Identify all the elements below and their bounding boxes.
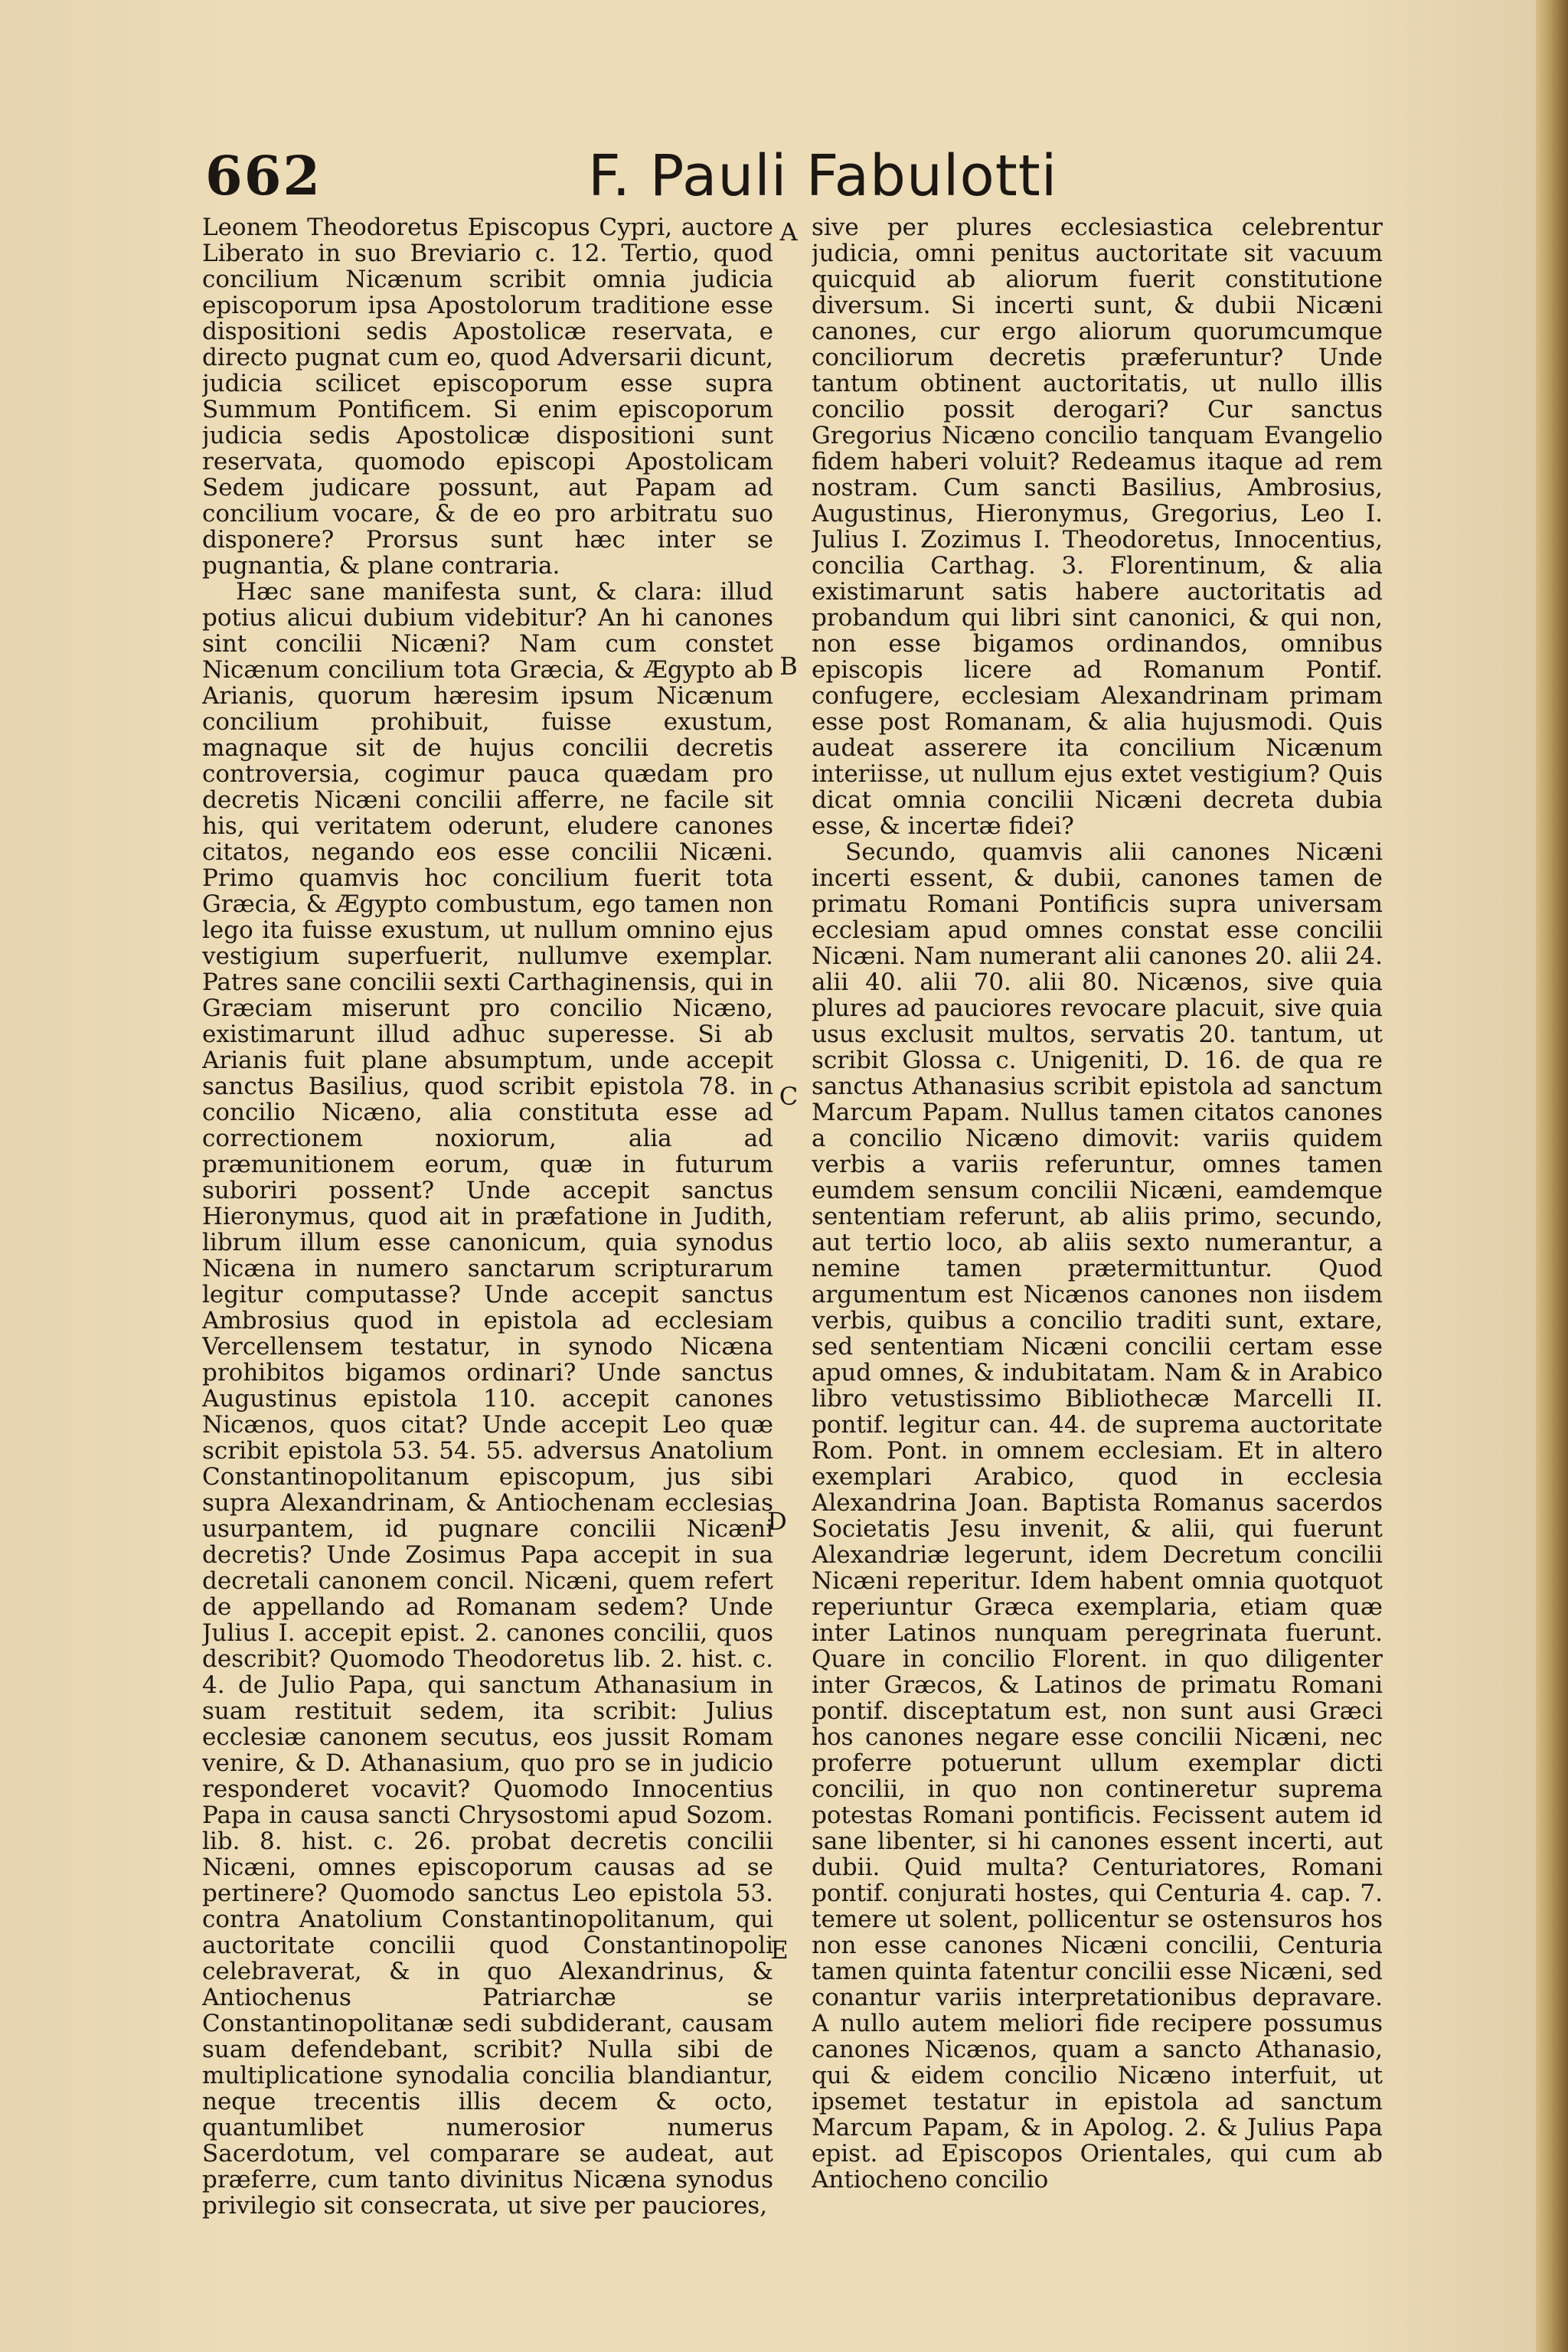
margin-marker-c: C [779,1082,799,1111]
right-column [812,214,1383,2312]
margin-marker-d: D [767,1507,787,1536]
left-paragraph-1: Leonem Theodoretus Episcopus Cypri, auctore Liberato in suo Breviario c. 12. Tertio, quod concilium Nicænum scribit omnia judicia episcoporum ipsa Apostolorum traditione esse dispositioni sedis Apostolicæ reservata, e directo pugnat cum eo, quod Adversarii dicunt, judicia scilicet episcoporum esse supra Summum Pontificem. Si enim episcoporum judicia sedis Apostolicæ dispositioni sunt reservata, quomodo episcopi Apostolicam Sedem judicare possunt, aut Papam ad concilium vocare, & de eo pro arbitratu suo disponere? Prorsus sunt hæc inter se pugnantia, & plane contraria. [202,214,773,580]
page-header [205,138,1093,214]
page-edge-shadow [1536,0,1568,2352]
margin-marker-e: E [770,1936,789,1965]
page-number: 662 [205,144,322,207]
right-paragraph-2: Secundo, quamvis alii canones Nicæni incerti essent, & dubii, canones tamen de primatu Romani Pontificis supra universam ecclesiam apud omnes constat esse concilii Nicæni. Nam numerant alii canones 20. alii 24. alii 40. alii 70. alii 80. Nicænos, sive quia plures ad pauciores revocare placuit, sive quia usus exclusit multos, servatis 20. tantum, ut scribit Glossa c. Unigeniti, D. 16. de qua re sanctus Athanasius scribit epistola ad sanctum Marcum Papam. Nullus tamen citatos canones a concilio Nicæno dimovit: variis quidem verbis a variis referuntur, omnes tamen eumdem sensum concilii Nicæni, eamdemque sententiam referunt, ab aliis primo, secundo, aut tertio loco, ab aliis sexto numerantur, a nemine tamen prætermittuntur. Quod argumentum est Nicænos canones non iisdem verbis, quibus a concilio traditi sunt, extare, sed sententiam Nicæni concilii certam esse apud omnes, & indubitatam. Nam & in Arabico libro vetustissimo Bibliothecæ Marcelli II. pontif. legitur can. 44. de suprema auctoritate Rom. Pont. in omnem ecclesiam. Et in altero exemplari Arabico, quod in ecclesia Alexandrina Joan. Baptista Romanus sacerdos Societatis Jesu invenit, & alii, qui fuerunt Alexandriæ legerunt, idem Decretum concilii Nicæni reperitur. Idem habent omnia quotquot reperiuntur Græca exemplaria, etiam quæ inter Latinos nunquam peregrinata fuerunt. Quare in concilio Florent. in quo diligenter inter Græcos, & Latinos de primatu Romani pontif. disceptatum est, non sunt ausi Græci hos canones negare esse concilii Nicæni, nec proferre potuerunt ullum exemplar dicti concilii, in quo non contineretur suprema potestas Romani pontificis. Fecissent autem id sane libenter, si hi canones essent incerti, aut dubii. Quid multa? Centuriatores, Romani pontif. conjurati hostes, qui Centuria 4. cap. 7. temere ut solent, pollicentur se ostensuros hos non esse canones Nicæni concilii, Centuria tamen quinta fatentur concilii esse Nicæni, sed conantur variis interpretationibus depravare. A nullo autem meliori fide recipere possumus canones Nicænos, quam a sancto Athanasio, qui & eidem concilio Nicæno interfuit, ut ipsemet testatur in epistola ad sanctum Marcum Papam, & in Apolog. 2. & Julius Papa epist. ad Episcopos Orientales, qui cum ab Antiocheno concilio [812,838,1383,2194]
left-column [202,214,773,2312]
margin-marker-b: B [779,652,798,681]
running-title: F. Pauli Fabulotti [588,143,1058,209]
margin-marker-a: A [779,217,798,247]
left-paragraph-2: Hæc sane manifesta sunt, & clara: illud potius alicui dubium videbitur? An hi canones sint concilii Nicæni? Nam cum constet Nicænum concilium tota Græcia, & Ægypto ab Arianis, quorum hæresim ipsum Nicænum concilium prohibuit, fuisse exustum, magnaque sit de hujus concilii decretis controversia, cogimur pauca quædam pro decretis Nicæni concilii afferre, ne facile sit his, qui veritatem oderunt, eludere canones citatos, negando eos esse concilii Nicæni. Primo quamvis hoc concilium fuerit tota Græcia, & Ægypto combustum, ego tamen non lego ita fuisse exustum, ut nullum omnino ejus vestigium superfuerit, nullumve exemplar. Patres sane concilii sexti Carthaginensis, qui in Græciam miserunt pro concilio Nicæno, existimarunt illud adhuc superesse. Si ab Arianis fuit plane absumptum, unde accepit sanctus Basilius, quod scribit epistola 78. in concilio Nicæno, alia constituta esse ad correctionem noxiorum, alia ad præmunitionem eorum, quæ in futurum suboriri possent? Unde accepit sanctus Hieronymus, quod ait in præfatione in Judith, librum illum esse canonicum, quia synodus Nicæna in numero sanctarum scripturarum legitur computasse? Unde accepit sanctus Ambrosius quod in epistola ad ecclesiam Vercellensem testatur, in synodo Nicæna prohibitos bigamos ordinari? Unde sanctus Augustinus epistola 110. accepit canones Nicænos, quos citat? Unde accepit Leo quæ scribit epistola 53. 54. 55. adversus Anatolium Constantinopolitanum episcopum, jus sibi supra Alexandrinam, & Antiochenam ecclesias usurpantem, id pugnare concilii Nicæni decretis? Unde Zosimus Papa accepit in sua decretali canonem concil. Nicæni, quem refert de appellando ad Romanam sedem? Unde Julius I. accepit epist. 2. canones concilii, quos describit? Quomodo Theodoretus lib. 2. hist. c. 4. de Julio Papa, qui sanctum Athanasium in suam restituit sedem, ita scribit: Julius ecclesiæ canonem secutus, eos jussit Romam venire, & D. Athanasium, quo pro se in judicio responderet vocavit? Quomodo Innocentius Papa in causa sancti Chrysostomi apud Sozom. lib. 8. hist. c. 26. probat decretis concilii Nicæni, omnes episcoporum causas ad se pertinere? Quomodo sanctus Leo epistola 53. contra Anatolium Constantinopolitanum, qui auctoritate concilii quod Constantinopoli celebraverat, & in quo Alexandrinus, & Antiochenus Patriarchæ se Constantinopolitanæ sedi subdiderant, causam suam defendebant, scribit? Nulla sibi de multiplicatione synodalia concilia blandiantur, neque trecentis illis decem & octo, quantumlibet numerosior numerus Sacerdotum, vel comparare se audeat, aut præferre, cum tanto divinitus Nicæna synodus privilegio sit consecrata, ut sive per pauciores, [202,578,773,2220]
right-paragraph-1: sive per plures ecclesiastica celebrentur judicia, omni penitus auctoritate sit vacuum quicquid ab aliorum fuerit constitutione diversum. Si incerti sunt, & dubii Nicæni canones, cur ergo aliorum quorumcumque conciliorum decretis præferuntur? Unde tantum obtinent auctoritatis, ut nullo illis concilio possit derogari? Cur sanctus Gregorius Nicæno concilio tanquam Evangelio fidem haberi voluit? Redeamus itaque ad rem nostram. Cum sancti Basilius, Ambrosius, Augustinus, Hieronymus, Gregorius, Leo I. Julius I. Zozimus I. Theodoretus, Innocentius, concilia Carthag. 3. Florentinum, & alia existimarunt satis habere auctoritatis ad probandum qui libri sint canonici, & qui non, non esse bigamos ordinandos, omnibus episcopis licere ad Romanum Pontif. confugere, ecclesiam Alexandrinam primam esse post Romanam, & alia hujusmodi. Quis audeat asserere ita concilium Nicænum interiisse, ut nullum ejus extet vestigium? Quis dicat omnia concilii Nicæni decreta dubia esse, & incertæ fidei? [812,214,1383,840]
